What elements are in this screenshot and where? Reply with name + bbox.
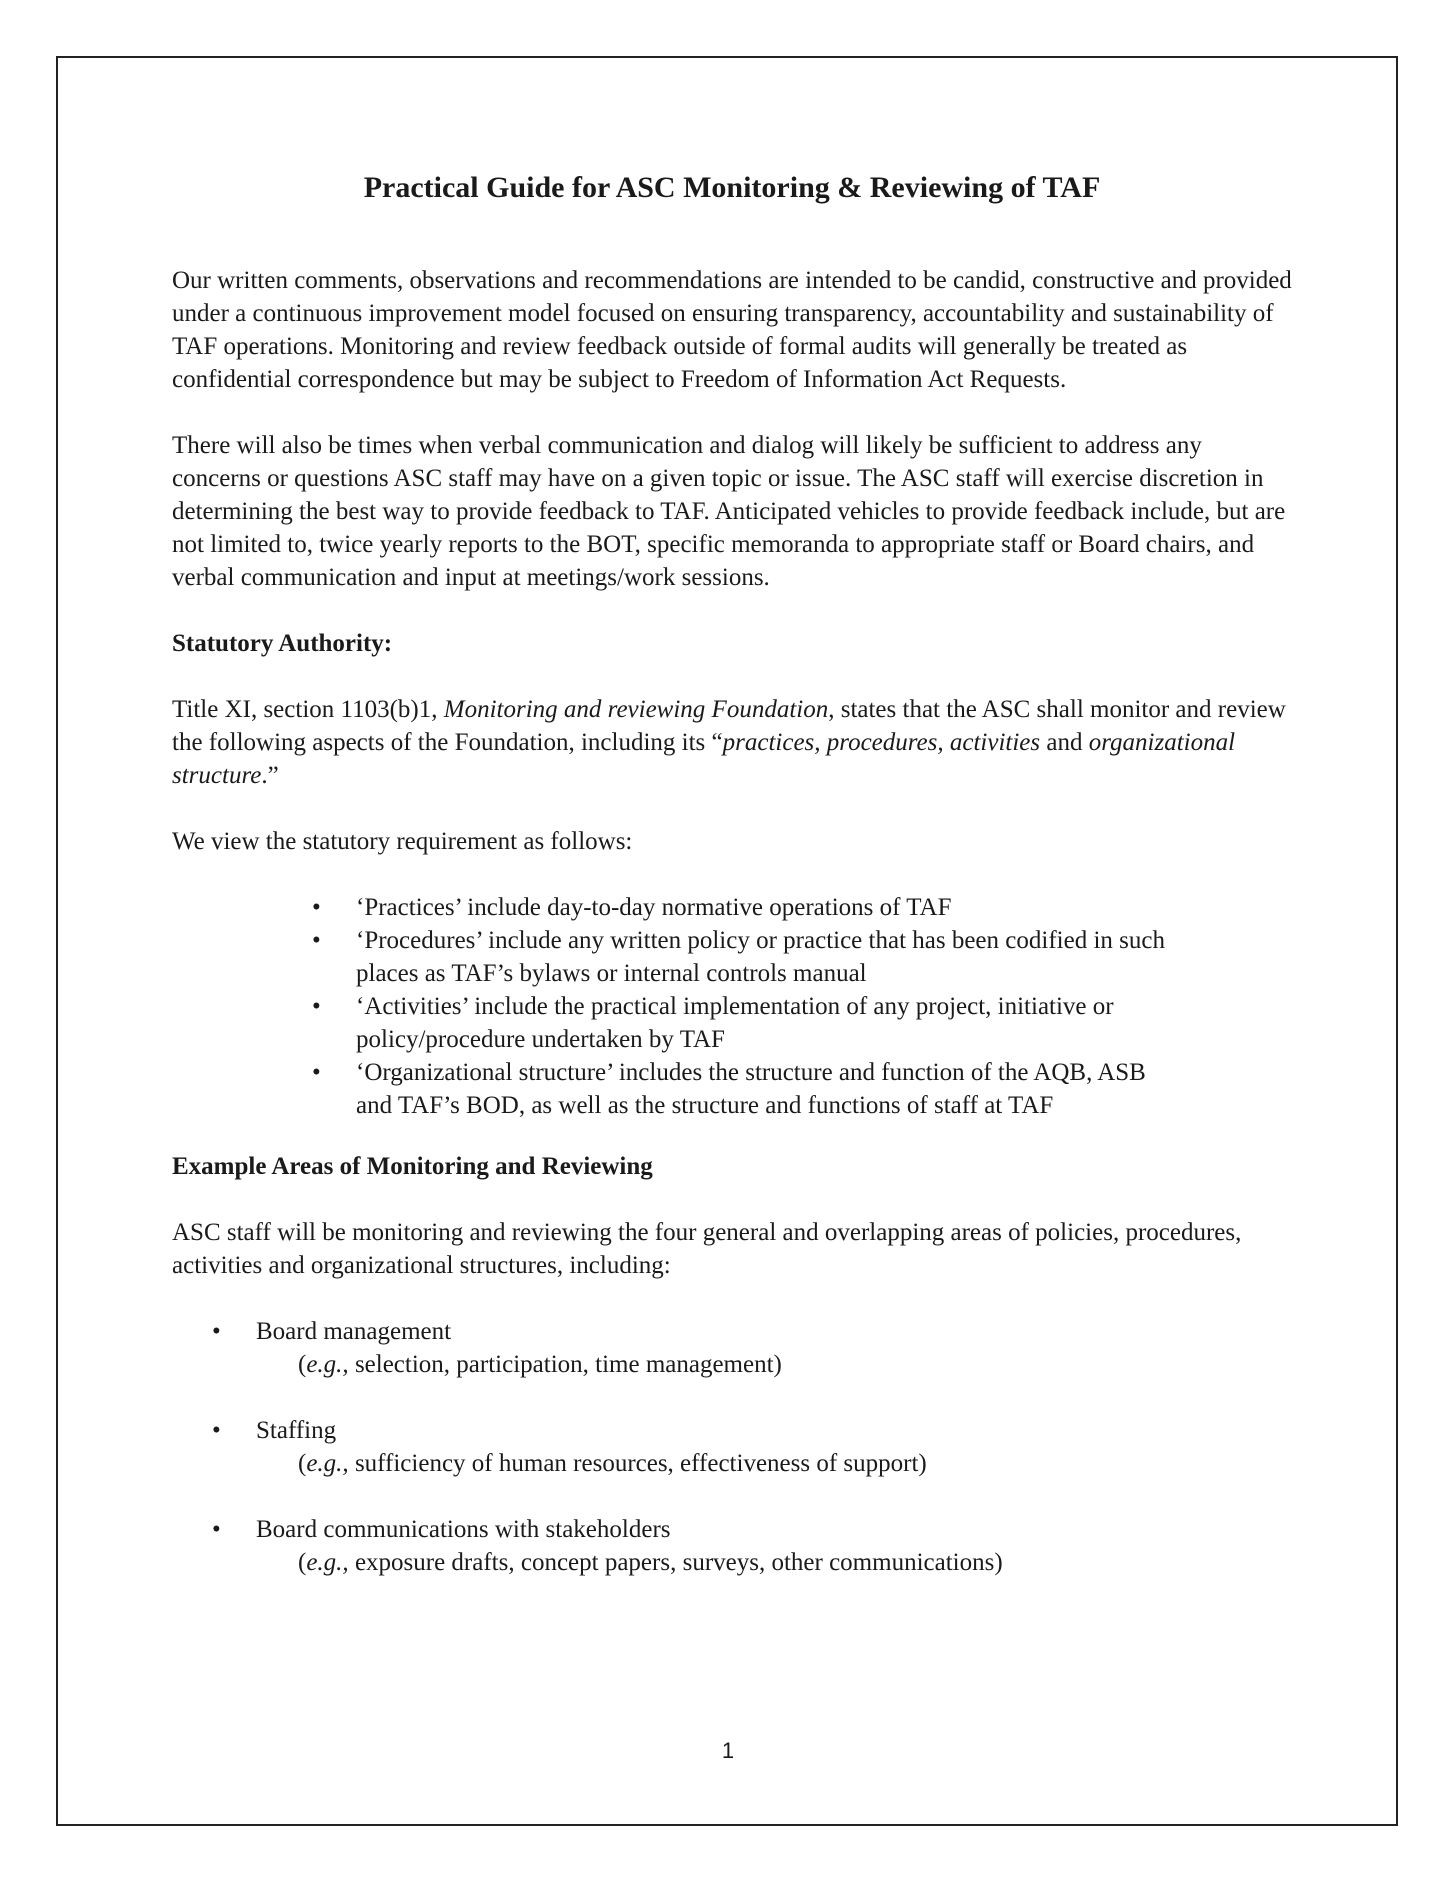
bullet-icon: • (312, 993, 321, 1020)
bullet-icon: • (312, 1059, 321, 1086)
list-item (212, 1315, 1292, 1381)
area-example-text: selection, participation, time management) (348, 1351, 782, 1378)
bullet-icon: • (212, 1318, 221, 1345)
area-example-text: exposure drafts, concept papers, surveys, other communications) (348, 1549, 1003, 1576)
statutory-authority-heading: Statutory Authority: (172, 630, 393, 657)
eg-label: e.g., (306, 1549, 349, 1576)
statutory-list (172, 891, 1292, 1122)
list-item-text: ‘Practices’ include day-to-day normative operations of TAF (356, 894, 952, 921)
bullet-icon: • (312, 927, 321, 954)
bullet-icon: • (212, 1516, 221, 1543)
intro-paragraph-2: There will also be times when verbal communication and dialog will likely be sufficient to address any concerns or questions ASC staff may have on a given topic or issue. The ASC staff will exercise discretion in determining the best way to provide feedback to TAF. Anticipated vehicles to provide feedback include, but are not limited to, twice yearly reports to the BOT, specific memoranda to appropriate staff or Board chairs, and verbal communication and input at meetings/work sessions. (172, 432, 1286, 591)
page-number: 1 (721, 1738, 735, 1763)
statutory-paragraph (172, 693, 1292, 792)
list-item (212, 1414, 1292, 1480)
bullet-icon: • (212, 1417, 221, 1444)
example-areas-list (172, 1315, 1292, 1579)
statutory-italic-1: Monitoring and reviewing Foundation (443, 696, 829, 723)
intro-paragraph-1: Our written comments, observations and recommendations are intended to be candid, constructive and provided under a continuous improvement model focused on ensuring transparency, accountability and sustainability of TAF operations. Monitoring and review feedback outside of formal audits will generally be treated as confidential correspondence but may be subject to Freedom of Information Act Requests. (172, 267, 1292, 393)
area-example-text: sufficiency of human resources, effectiveness of support) (348, 1450, 927, 1477)
list-item-text: ‘Procedures’ include any written policy or practice that has been codified in such places as TAF’s bylaws or internal controls manual (356, 927, 1165, 987)
eg-label: e.g., (306, 1450, 349, 1477)
document-body (172, 168, 1292, 1612)
area-example: (e.g., exposure drafts, concept papers, surveys, other communications) (298, 1549, 1003, 1576)
bullet-icon: • (312, 894, 321, 921)
list-item (312, 1056, 1176, 1122)
example-areas-heading: Example Areas of Monitoring and Reviewing (172, 1153, 653, 1180)
area-title: Board management (256, 1318, 452, 1345)
list-item (212, 1513, 1292, 1579)
area-title: Board communications with stakeholders (256, 1516, 671, 1543)
list-item (312, 891, 1176, 924)
list-item (312, 924, 1176, 990)
list-item-text: ‘Activities’ include the practical implementation of any project, initiative or policy/procedure undertaken by TAF (356, 993, 1114, 1053)
statutory-text-1: Title XI, section 1103(b)1, (172, 696, 444, 723)
statutory-italic-3: organizational structure (172, 729, 1236, 789)
list-item (312, 990, 1176, 1056)
statutory-italic-2: practices, procedures, activities (722, 729, 1041, 756)
eg-label: e.g., (306, 1351, 349, 1378)
area-example: (e.g., sufficiency of human resources, effectiveness of support) (298, 1450, 927, 1477)
area-example: (e.g., selection, participation, time management) (298, 1351, 782, 1378)
area-title: Staffing (256, 1417, 337, 1444)
page-title: Practical Guide for ASC Monitoring & Reviewing of TAF (363, 171, 1101, 204)
list-item-text: ‘Organizational structure’ includes the structure and function of the AQB, ASB and TAF’s BOD, as well as the structure and functions of staff at TAF (356, 1059, 1146, 1119)
statutory-view-paragraph: We view the statutory requirement as follows: (172, 828, 633, 855)
example-areas-intro: ASC staff will be monitoring and reviewing the four general and overlapping areas of policies, procedures, activities and organizational structures, including: (172, 1219, 1242, 1279)
statutory-text-3: and (1040, 729, 1089, 756)
statutory-text-4: .” (261, 762, 279, 789)
statutory-text-2: , states that the ASC shall monitor and review the following aspects of the Foundation, including its “ (172, 696, 1286, 756)
